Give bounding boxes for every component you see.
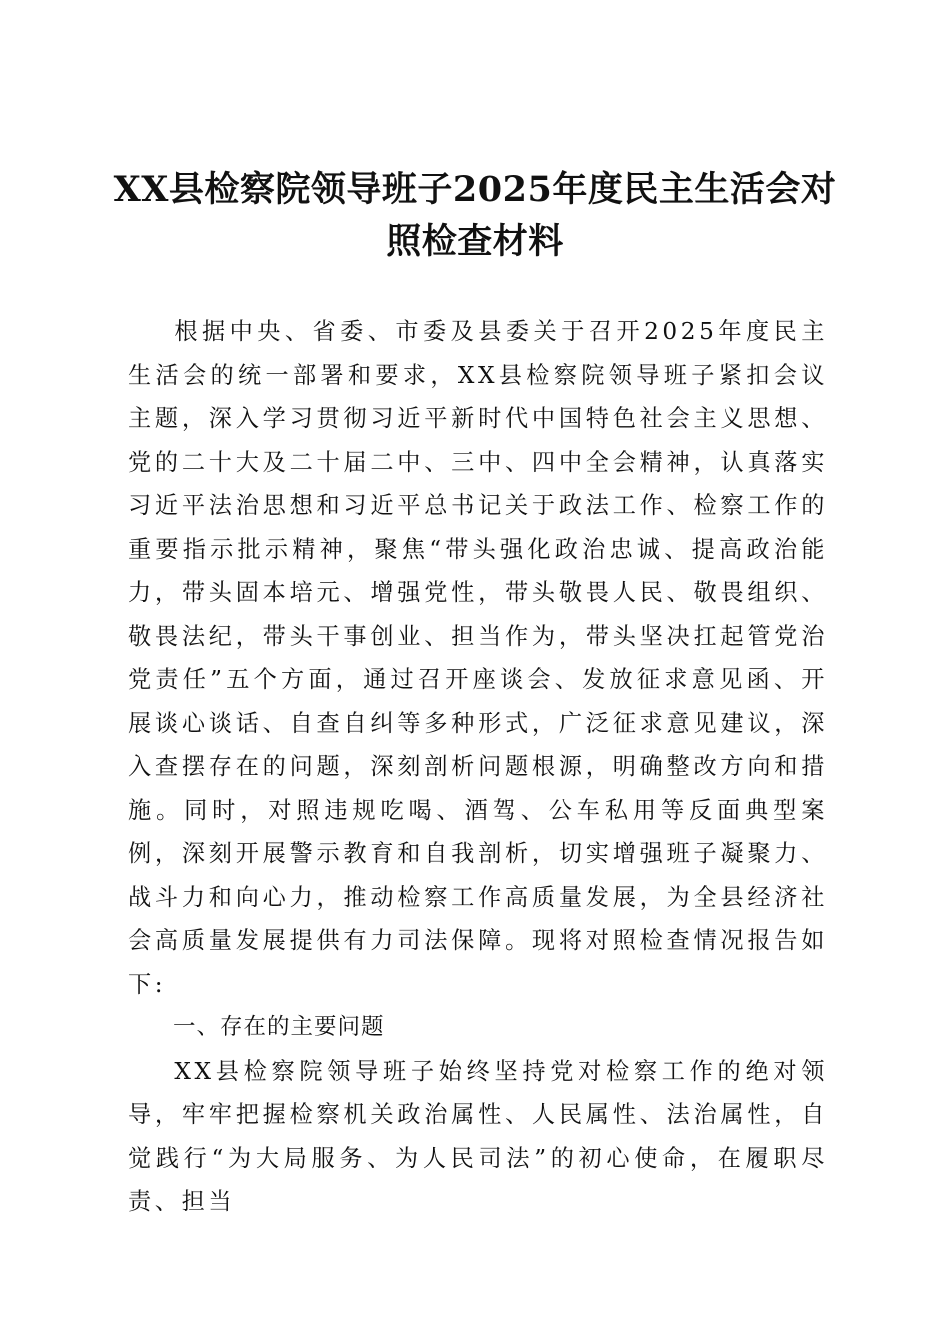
intro-paragraph: 根据中央、省委、市委及县委关于召开2025年度民主生活会的统一部署和要求，XX县检察院领导班子紧扣会议主题，深入学习贯彻习近平新时代中国特色社会主义思想、党的二十大及二十届二中、三中、四中全会精神，认真落实习近平法治思想和习近平总书记关于政法工作、检察工作的重要指示批示精神，聚焦“带头强化政治忠诚、提高政治能力，带头固本培元、增强党性，带头敬畏人民、敬畏组织、敬畏法纪，带头干事创业、担当作为，带头坚决扛起管党治党责任”五个方面，通过召开座谈会、发放征求意见函、开展谈心谈话、自查自纠等多种形式，广泛征求意见建议，深入查摆存在的问题，深刻剖析问题根源，明确整改方向和措施。同时，对照违规吃喝、酒驾、公车私用等反面典型案例，深刻开展警示教育和自我剖析，切实增强班子凝聚力、战斗力和向心力，推动检察工作高质量发展，为全县经济社会高质量发展提供有力司法保障。现将对照检查情况报告如下: [128, 318, 828, 998]
section-heading-1: 一、存在的主要问题 [173, 1014, 385, 1040]
document-body [128, 310, 828, 1224]
document-title: XX县检察院领导班子2025年度民主生活会对照检查材料 [113, 169, 837, 262]
section-1-paragraph: XX县检察院领导班子始终坚持党对检察工作的绝对领导，牢牢把握检察机关政治属性、人民属性、法治属性，自觉践行“为大局服务、为人民司法”的初心使命，在履职尽责、担当 [128, 1057, 828, 1215]
